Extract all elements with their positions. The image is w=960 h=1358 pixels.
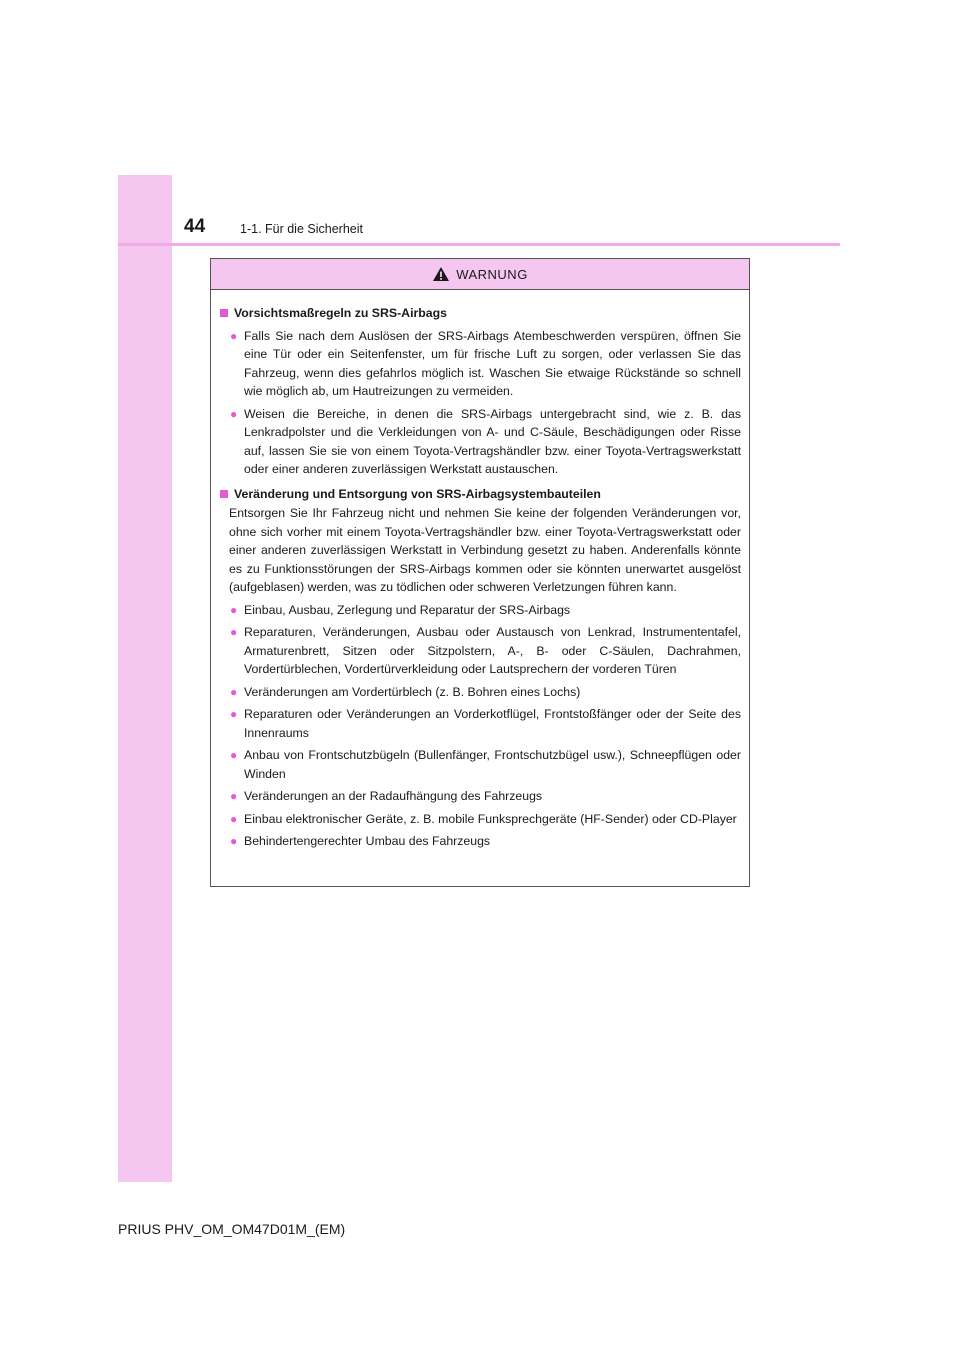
page-number: 44 [184,216,206,237]
list-item [220,746,741,783]
list-item-text: Behindertengerechter Umbau des Fahrzeugs [244,834,491,848]
section-heading-text: Veränderung und Entsorgung von SRS-Airbagsystembauteilen [234,486,601,501]
circle-bullet-icon: ● [230,789,238,803]
circle-bullet-icon: ● [230,625,238,639]
circle-bullet-icon: ● [230,707,238,721]
section-heading [220,485,741,504]
list-item-text: Veränderungen am Vordertürblech (z. B. Bohren eines Lochs) [244,684,581,699]
warning-triangle-icon [432,266,450,282]
header-rule [118,243,840,246]
square-bullet-icon [220,309,228,317]
warning-body [211,290,749,851]
list-item [220,623,741,679]
circle-bullet-icon: ● [230,811,238,826]
list-item-text: Einbau, Ausbau, Zerlegung und Reparatur der SRS-Airbags [244,602,571,617]
list-item [220,601,741,620]
list-item-text: Reparaturen, Veränderungen, Ausbau oder Austausch von Lenkrad, Instrumententafel, Armaturenbrett, Sitzen oder Sitzpolstern, A-, B- oder C-Säulen, Dachrahmen, Vordertürblechen, Vordertürverkleidung oder Lautsprechern der vorderen Türen [244,625,741,676]
document-code: PRIUS PHV_OM_OM47D01M_(EM) [118,1221,346,1237]
list-item-text: Anbau von Frontschutzbügeln (Bullenfänger, Frontschutzbügel usw.), Schneepflügen oder Winden [244,748,741,781]
list-item [220,832,741,851]
section-title: 1-1. Für die Sicherheit [240,222,363,236]
circle-bullet-icon: ● [230,406,238,421]
list-item [220,705,741,742]
list-item-text: Veränderungen an der Radaufhängung des Fahrzeugs [244,789,543,803]
list-item [220,810,741,829]
list-item [220,405,741,479]
side-color-band [118,175,172,1182]
circle-bullet-icon: ● [230,602,238,617]
warning-header [211,259,749,290]
list-item [220,683,741,702]
list-item-text: Einbau elektronischer Geräte, z. B. mobile Funksprechgeräte (HF-Sender) oder CD-Player [244,811,737,826]
circle-bullet-icon: ● [230,684,238,699]
circle-bullet-icon: ● [230,834,238,848]
warning-box [210,258,750,887]
list-item-text: Weisen die Bereiche, in denen die SRS-Airbags untergebracht sind, wie z. B. das Lenkradpolster und die Verkleidungen von A- und C-Säule, Beschädigungen oder Risse auf, lassen Sie sie von einem Toyota-Vertragshändler bzw. einer Toyota-Vertragswerkstatt oder einer anderen zuverlässigen Werkstatt austauschen. [244,406,741,476]
circle-bullet-icon: ● [230,328,238,343]
section-intro: Entsorgen Sie Ihr Fahrzeug nicht und nehmen Sie keine der folgenden Veränderungen vor, ohne sich vorher mit einem Toyota-Vertragshändler bzw. einer Toyota-Vertragswerkstatt oder einer anderen zuverlässigen Werkstatt in Verbindung gesetzt zu haben. Anderenfalls könnte es zu Funktionsstörungen der SRS-Airbags kommen oder sie könnten unerwartet ausgelöst (aufgeblasen) werden, was zu tödlichen oder schweren Verletzungen führen kann. [229,506,741,594]
circle-bullet-icon: ● [230,748,238,762]
list-item [220,327,741,401]
list-item-text: Reparaturen oder Veränderungen an Vorderkotflügel, Frontstoßfänger oder der Seite des Innenraums [244,707,741,740]
section-heading-text: Vorsichtsmaßregeln zu SRS-Airbags [234,306,447,320]
warning-title: WARNUNG [456,266,528,282]
list-item [220,787,741,806]
square-bullet-icon [220,490,228,498]
list-item-text: Falls Sie nach dem Auslösen der SRS-Airbags Atembeschwerden verspüren, öffnen Sie eine Tür oder ein Seitenfenster, um für frische Luft zu sorgen, oder verlassen Sie das Fahrzeug, wenn dies gefahrlos möglich ist. Waschen Sie etwaige Rückstände so schnell wie möglich ab, um Hautreizungen zu vermeiden. [244,328,741,398]
section-heading [220,304,741,323]
